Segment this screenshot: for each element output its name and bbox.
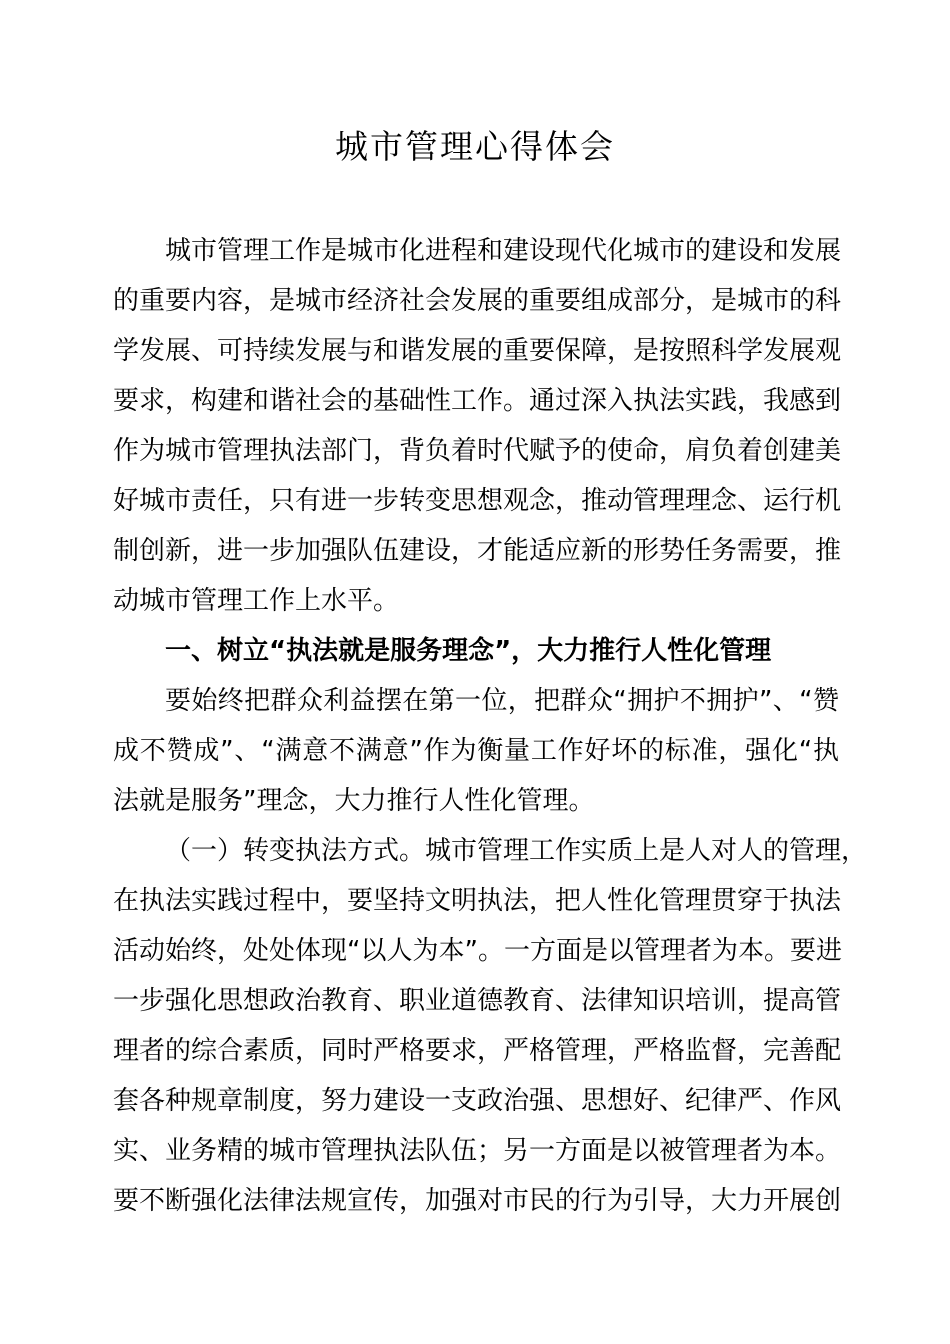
paragraph-3-line-5: 理者的综合素质，同时严格要求，严格管理，严格监督，完善配 [113, 1036, 842, 1066]
paragraph-1-line-1: 城市管理工作是城市化进程和建设现代化城市的建设和发展 [165, 236, 842, 266]
paragraph-1-line-8: 动城市管理工作上水平。 [113, 586, 400, 616]
paragraph-1-line-4: 要求，构建和谐社会的基础性工作。通过深入执法实践，我感到 [113, 386, 842, 416]
paragraph-1-line-3: 学发展、可持续发展与和谐发展的重要保障，是按照科学发展观 [113, 336, 842, 366]
paragraph-3-line-1: （一）转变执法方式。城市管理工作实质上是人对人的管理， [165, 836, 868, 866]
document-title: 城市管理心得体会 [335, 127, 615, 166]
paragraph-1-line-7: 制创新，进一步加强队伍建设，才能适应新的形势任务需要，推 [113, 536, 842, 566]
paragraph-1-line-2: 的重要内容，是城市经济社会发展的重要组成部分，是城市的科 [113, 286, 842, 316]
paragraph-3-line-7: 实、业务精的城市管理执法队伍；另一方面是以被管理者为本。 [113, 1136, 842, 1166]
paragraph-3-line-6: 套各种规章制度，努力建设一支政治强、思想好、纪律严、作风 [113, 1086, 842, 1116]
paragraph-2-line-1: 要始终把群众利益摆在第一位，把群众“拥护不拥护”、“赞 [165, 686, 839, 716]
paragraph-3-line-3: 活动始终，处处体现“以人为本”。一方面是以管理者为本。要进 [113, 936, 842, 966]
paragraph-1-line-6: 好城市责任，只有进一步转变思想观念，推动管理理念、运行机 [113, 486, 842, 516]
paragraph-3-line-2: 在执法实践过程中，要坚持文明执法，把人性化管理贯穿于执法 [113, 886, 842, 916]
document-body [113, 226, 868, 1226]
paragraph-1-line-5: 作为城市管理执法部门，背负着时代赋予的使命，肩负着创建美 [113, 436, 842, 466]
paragraph-3-line-4: 一步强化思想政治教育、职业道德教育、法律知识培训，提高管 [113, 986, 842, 1016]
paragraph-3-line-8: 要不断强化法律法规宣传，加强对市民的行为引导，大力开展创 [113, 1186, 842, 1216]
paragraph-2-line-3: 法就是服务”理念，大力推行人性化管理。 [113, 786, 595, 816]
section-heading-1: 一、树立“执法就是服务理念”，大力推行人性化管理 [165, 636, 772, 666]
paragraph-2-line-2: 成不赞成”、“满意不满意”作为衡量工作好坏的标准，强化“执 [113, 736, 839, 766]
